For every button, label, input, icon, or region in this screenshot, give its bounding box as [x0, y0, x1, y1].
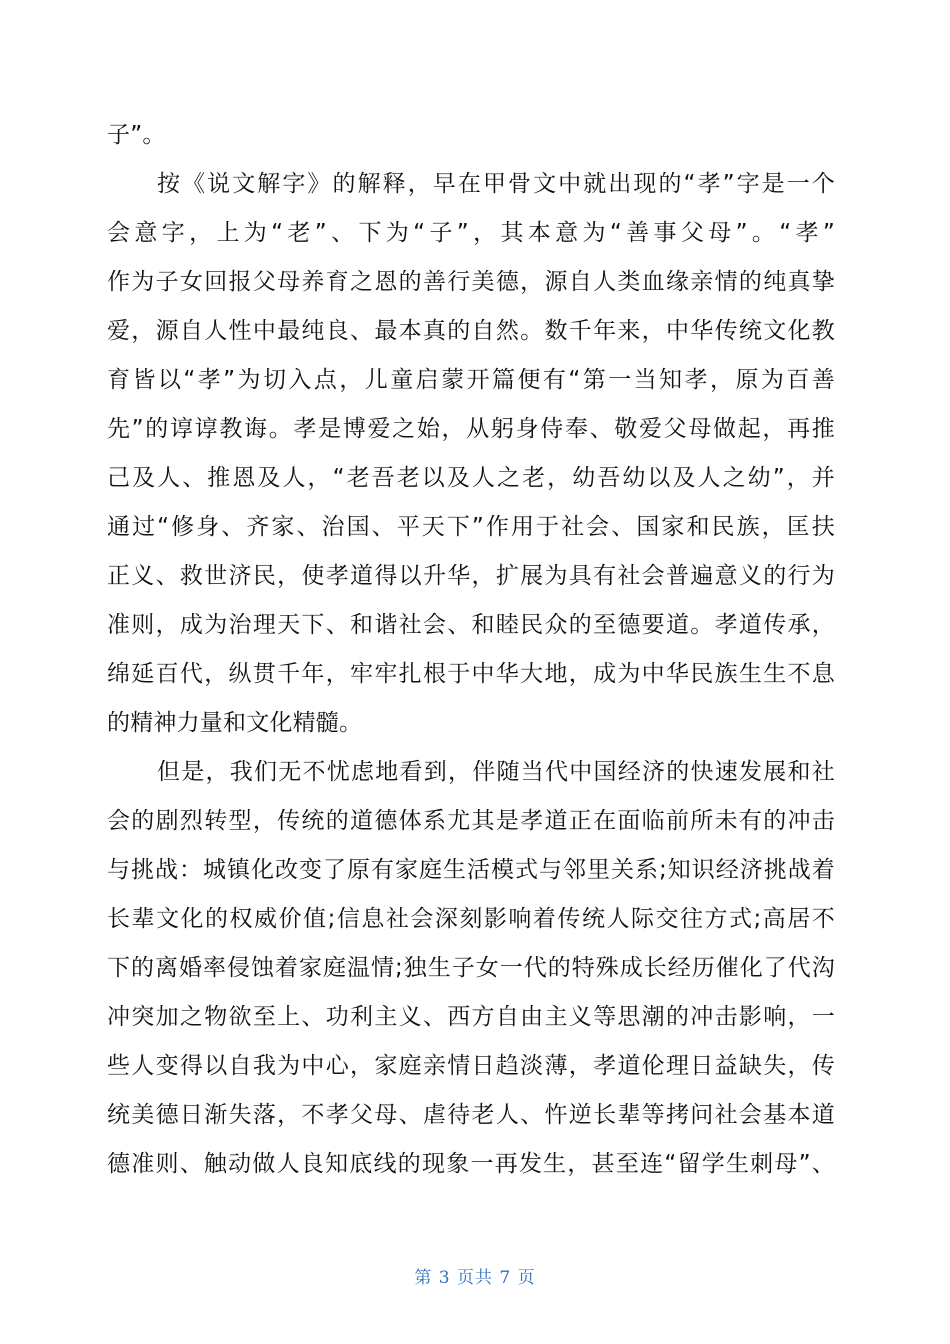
text-line: 作为子女回报父母养育之恩的善行美德，源自人类血缘亲情的纯真挚 — [107, 269, 835, 295]
text-line: 统美德日渐失落，不孝父母、虐待老人、忤逆长辈等拷问社会基本道 — [107, 1102, 835, 1128]
text-line: 按《说文解字》的解释，早在甲骨文中就出现的“孝”字是一个 — [157, 171, 835, 197]
text-line: 德准则、触动做人良知底线的现象一再发生，甚至连“留学生刺母”、 — [107, 1151, 835, 1177]
text-line: 但是，我们无不忧虑地看到，伴随当代中国经济的快速发展和社 — [157, 759, 835, 785]
text-line: 绵延百代，纵贯千年，牢牢扎根于中华大地，成为中华民族生生不息 — [107, 661, 835, 687]
text-line: 准则，成为治理天下、和谐社会、和睦民众的至德要道。孝道传承， — [107, 612, 835, 638]
text-line: 子”。 — [107, 122, 166, 148]
text-line: 些人变得以自我为中心，家庭亲情日趋淡薄，孝道伦理日益缺失，传 — [107, 1053, 835, 1079]
text-line: 先”的谆谆教诲。孝是博爱之始，从躬身侍奉、敬爱父母做起，再推 — [107, 416, 835, 442]
body-text — [107, 111, 835, 1189]
text-line: 育皆以“孝”为切入点，儿童启蒙开篇便有“第一当知孝，原为百善 — [107, 367, 835, 393]
text-line: 冲突加之物欲至上、功利主义、西方自由主义等思潮的冲击影响，一 — [107, 1004, 835, 1030]
text-line: 会意字，上为“老”、下为“子”，其本意为“善事父母”。“孝” — [107, 220, 835, 246]
text-line: 与挑战：城镇化改变了原有家庭生活模式与邻里关系;知识经济挑战着 — [107, 857, 835, 883]
text-line: 会的剧烈转型，传统的道德体系尤其是孝道正在面临前所未有的冲击 — [107, 808, 835, 834]
text-line: 正义、救世济民，使孝道得以升华，扩展为具有社会普遍意义的行为 — [107, 563, 835, 589]
page-footer: 第 3 页共 7 页 — [414, 1268, 536, 1288]
text-line: 己及人、推恩及人，“老吾老以及人之老，幼吾幼以及人之幼”，并 — [107, 465, 835, 491]
text-line: 的精神力量和文化精髓。 — [107, 710, 363, 736]
text-line: 通过“修身、齐家、治国、平天下”作用于社会、国家和民族，匡扶 — [107, 514, 835, 540]
text-line: 长辈文化的权威价值;信息社会深刻影响着传统人际交往方式;高居不 — [107, 906, 835, 932]
text-line: 下的离婚率侵蚀着家庭温情;独生子女一代的特殊成长经历催化了代沟 — [107, 955, 835, 981]
text-line: 爱，源自人性中最纯良、最本真的自然。数千年来，中华传统文化教 — [107, 318, 835, 344]
